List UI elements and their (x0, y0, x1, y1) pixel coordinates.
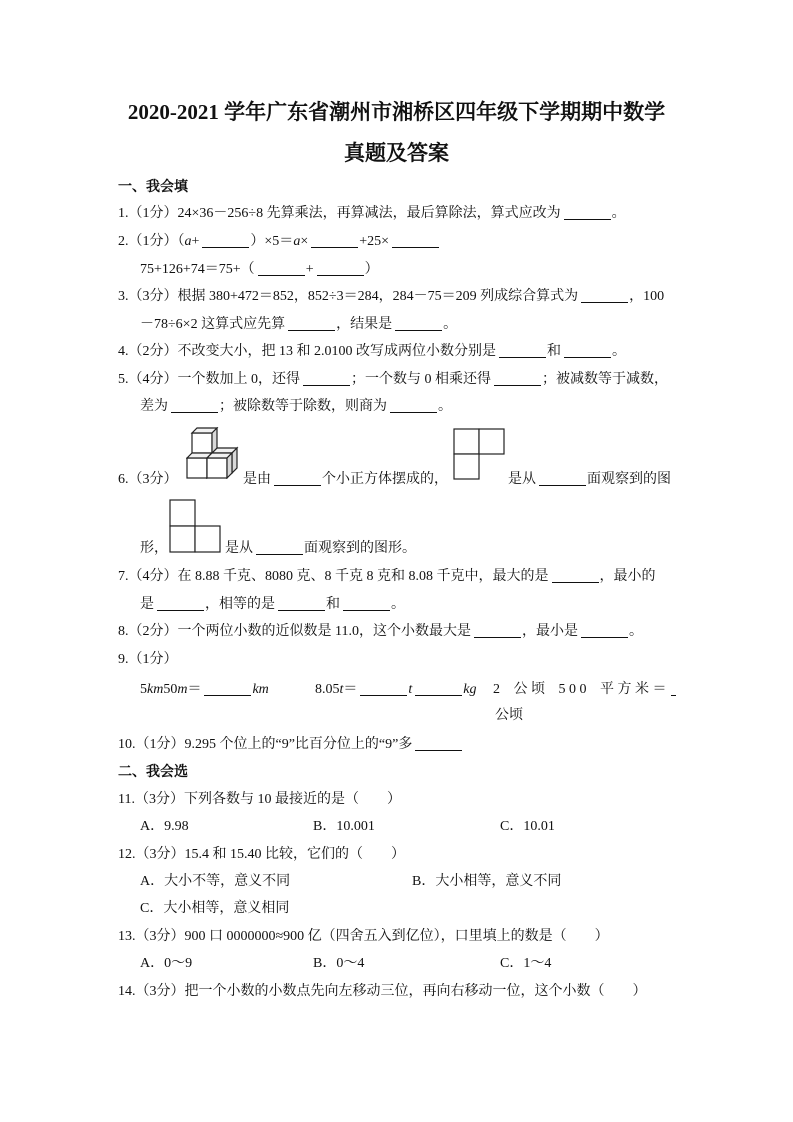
q5-mid: ；一个数与 0 相乘还得 (351, 372, 491, 387)
answer-blank (204, 681, 251, 696)
q9-item-c (493, 680, 676, 700)
q7-line-1 (118, 567, 656, 587)
q13-option-a: A．0～9 (140, 956, 193, 971)
cube (192, 428, 217, 453)
answer-blank (552, 568, 599, 583)
q13-line-1 (118, 927, 609, 947)
answer-blank (390, 398, 437, 413)
q5-line-1 (118, 370, 668, 390)
q14-text: 把一个小数的小数点先向左移动三位，再向右移动一位，这个小数（ ） (184, 984, 647, 999)
doc-title-line-2: 真题及答案 (344, 141, 449, 165)
q2-variable-a: a (293, 234, 301, 249)
answer-blank (499, 343, 546, 358)
q7-line-2 (140, 595, 405, 615)
q2-line2-plus: + (305, 262, 314, 277)
q10-label: 10.（1分） (118, 737, 185, 752)
q9-c-text: 2 公顷 500 平方米＝ (493, 682, 670, 697)
view-figure-2 (169, 499, 223, 555)
q7-text: 在 8.88 千克、8080 克、8 千克 8 克和 8.08 千克中，最大的是 (177, 569, 549, 584)
q9-a-eq: ＝ (187, 682, 202, 697)
answer-blank (303, 371, 350, 386)
q12-option-b: B．大小相等，意义不同 (412, 874, 562, 889)
q12-option-c: C．大小相等，意义相同 (140, 901, 290, 916)
q7-line2-mid2: 和 (326, 597, 340, 612)
q6-line-1-segment-b (508, 470, 671, 490)
answer-blank (288, 316, 335, 331)
q9-b-eq: ＝ (343, 682, 358, 697)
q2-label: 2.（1分） (118, 234, 178, 249)
view-square (479, 429, 504, 454)
answer-blank (671, 681, 676, 696)
q12-label: 12.（3分） (118, 847, 185, 862)
section-heading-fill: 一、我会填 (118, 180, 188, 195)
q3-tail: ，100 (629, 289, 665, 304)
q2-line2-start: 75+126+74＝75+（ (140, 262, 255, 277)
q3-line-1 (118, 287, 664, 307)
answer-blank (258, 261, 305, 276)
q6-after-fig3: 是从 (225, 541, 253, 556)
answer-blank (415, 681, 462, 696)
answer-blank (171, 398, 218, 413)
q4-text: 不改变大小，把 13 和 2.0100 改写成两位小数分别是 (177, 344, 496, 359)
q6-line2-end: 面观察到的图形。 (304, 541, 416, 556)
q6-after-blank1: 个小正方体摆成的， (322, 472, 448, 487)
q12-option-a: A．大小不等，意义不同 (140, 874, 291, 889)
answer-blank (274, 471, 321, 486)
q1-end: 。 (611, 206, 626, 221)
q5-text: 一个数加上 0，还得 (177, 372, 300, 387)
q11-text: 下列各数与 10 最接近的是（ ） (183, 792, 401, 807)
view-square (195, 526, 220, 552)
answer-blank (564, 205, 611, 220)
q13-text: 900 口 0000000≈900 亿（四舍五入到亿位），口里填上的数是（ ） (184, 929, 609, 944)
answer-blank (395, 316, 442, 331)
view-square (170, 500, 195, 526)
q5-label: 5.（4分） (118, 372, 178, 387)
q9-a-unit2: m (177, 682, 188, 697)
q2-open-paren: （ (177, 234, 185, 249)
q5-line2-end: 。 (438, 399, 452, 414)
q7-line2-mid1: ，相等的是 (205, 597, 275, 612)
q8-end: 。 (628, 624, 643, 639)
answer-blank (278, 596, 325, 611)
answer-blank (474, 623, 521, 638)
q6-line-2-segment (225, 539, 416, 559)
q13-label: 13.（3分） (118, 929, 185, 944)
q3-label: 3.（3分） (118, 289, 178, 304)
q2-times: × (300, 234, 309, 249)
q13-option-b: B．0～4 (313, 956, 365, 971)
q6-after-blank2: 面观察到的图 (587, 472, 671, 487)
q2-line2-close: ） (364, 262, 379, 277)
q8-label: 8.（2分） (118, 624, 178, 639)
q7-label: 7.（4分） (118, 569, 178, 584)
q4-label: 4.（2分） (118, 344, 178, 359)
q9-a-unit1: km (147, 682, 164, 697)
answer-blank (317, 261, 364, 276)
q9-b-unit3: kg (463, 682, 477, 697)
q13-option-c: C．1～4 (500, 956, 552, 971)
q1-text: 24×36－256÷8 先算乘法，再算减法，最后算除法，算式应改为 (177, 206, 561, 221)
q9-b-num: 8.05 (315, 682, 340, 697)
q3-line2-start: －78÷6×2 这算式应先算 (140, 317, 286, 332)
answer-blank (157, 596, 204, 611)
answer-blank (256, 540, 303, 555)
q5-line2-start: 差为 (140, 399, 168, 414)
q10-text: 9.295 个位上的“9”比百分位上的“9”多 (184, 737, 413, 752)
q3-text: 根据 380+472＝852，852÷3＝284，284－75＝209 列成综合算式为 (177, 289, 579, 304)
q9-item-a (140, 680, 269, 700)
q2-line-1 (118, 232, 440, 252)
q8-mid: ，最小是 (521, 624, 578, 639)
q9-a-num2: 50 (163, 682, 178, 697)
section-heading-choose: 二、我会选 (118, 765, 188, 780)
answer-blank (581, 288, 628, 303)
q5-line-2 (140, 397, 452, 417)
q11-line-1 (118, 790, 401, 810)
doc-title-line-1: 2020-2021 学年广东省潮州市湘桥区四年级下学期期中数学 (127, 100, 666, 124)
q1-line-1 (118, 204, 626, 224)
q11-option-a: A．9.98 (140, 819, 189, 834)
q10-line-1 (118, 735, 463, 755)
q9-c-unit: 公顷 (495, 708, 523, 723)
view-square (170, 526, 195, 552)
answer-blank (311, 233, 358, 248)
q2-line-2 (140, 260, 379, 280)
q6-after-fig1: 是由 (243, 472, 271, 487)
answer-blank (415, 736, 462, 751)
q5-tail: ；被减数等于减数， (542, 372, 668, 387)
q4-line-1 (118, 342, 626, 362)
q12-line-1 (118, 845, 405, 865)
q3-line2-mid: ，结果是 (336, 317, 393, 332)
q5-line2-mid: ；被除数等于除数，则商为 (219, 399, 387, 414)
q9-label: 9.（1分） (118, 652, 178, 667)
q14-label: 14.（3分） (118, 984, 185, 999)
answer-blank (360, 681, 407, 696)
q8-text: 一个两位小数的近似数是 11.0，这个小数最大是 (177, 624, 471, 639)
answer-blank (494, 371, 541, 386)
view-square (454, 429, 479, 454)
answer-blank (343, 596, 390, 611)
view-square (454, 454, 479, 479)
q2-variable-a: a (184, 234, 192, 249)
answer-blank (581, 623, 628, 638)
q11-option-b: B．10.001 (313, 819, 375, 834)
q7-tail: ，最小的 (599, 569, 656, 584)
q8-line-1 (118, 622, 643, 642)
q9-b-unit1: t (339, 682, 344, 697)
q9-b-unit2: t (408, 682, 413, 697)
q12-text: 15.4 和 15.40 比较，它们的（ ） (184, 847, 405, 862)
q3-line2-end: 。 (443, 317, 458, 332)
q9-a-unit3: km (252, 682, 269, 697)
q2-tail: +25× (359, 234, 390, 249)
q1-label: 1.（1分） (118, 206, 178, 221)
answer-blank (539, 471, 586, 486)
q2-plus: + (191, 234, 200, 249)
q11-label: 11.（3分） (118, 792, 184, 807)
q6-label: 6.（3分） (118, 472, 178, 487)
answer-blank (564, 343, 611, 358)
q6-after-fig2: 是从 (508, 472, 536, 487)
q9-item-b (315, 680, 477, 700)
q3-line-2 (140, 315, 457, 335)
q6-line-1-segment-a (243, 470, 448, 490)
q14-line-1 (118, 982, 647, 1002)
answer-blank (202, 233, 249, 248)
cube-stack-figure (186, 427, 240, 479)
q7-line2-start: 是 (140, 597, 154, 612)
view-figure-1 (453, 428, 507, 482)
cube (207, 453, 232, 478)
q4-mid: 和 (547, 344, 561, 359)
q4-end: 。 (612, 344, 626, 359)
answer-blank (392, 233, 439, 248)
q11-option-c: C．10.01 (500, 819, 555, 834)
q6-line2-start: 形， (140, 541, 168, 556)
q7-line2-end: 。 (391, 597, 405, 612)
q9-a-num1: 5 (140, 682, 147, 697)
q2-mid: ）×5＝ (250, 234, 294, 249)
